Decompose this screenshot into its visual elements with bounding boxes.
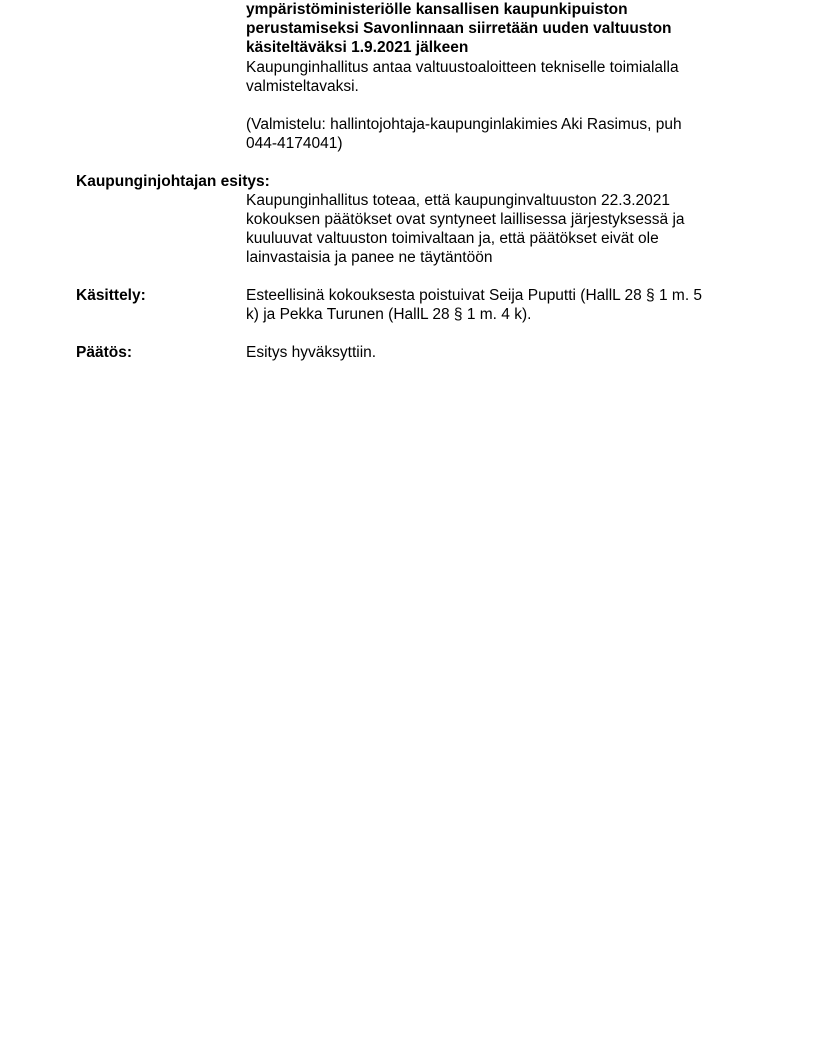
proposal-line: kokouksen päätökset ovat syntyneet laillisessa järjestyksessä ja	[246, 211, 685, 228]
intro-line: valmisteltavaksi.	[246, 78, 359, 95]
proposal-line: kuuluuvat valtuuston toimivaltaan ja, että päätökset eivät ole	[246, 230, 659, 247]
heading-line: ympäristöministeriölle kansallisen kaupunkipuiston	[246, 1, 628, 18]
preparation-line: (Valmistelu: hallintojohtaja-kaupunginlakimies Aki Rasimus, puh	[246, 116, 682, 133]
mayor-proposal-label: Kaupunginjohtajan esitys:	[76, 173, 270, 190]
preparation-line: 044-4174041)	[246, 135, 343, 152]
handling-label: Käsittely:	[76, 287, 146, 304]
item-heading	[246, 0, 736, 57]
decision-text: Esitys hyväksyttiin.	[246, 344, 377, 361]
proposal-line: lainvastaisia ja panee ne täytäntöön	[246, 249, 493, 266]
intro-line: Kaupunginhallitus antaa valtuustoaloitteen tekniselle toimialalla	[246, 59, 679, 76]
preparation-note	[246, 115, 736, 153]
handling-text	[246, 286, 736, 324]
handling-line: k) ja Pekka Turunen (HallL 28 § 1 m. 4 k).	[246, 306, 532, 323]
intro-paragraph	[246, 58, 736, 96]
handling-line: Esteellisinä kokouksesta poistuivat Seija Puputti (HallL 28 § 1 m. 5	[246, 287, 703, 304]
mayor-proposal-text	[246, 191, 736, 267]
proposal-line: Kaupunginhallitus toteaa, että kaupunginvaltuuston 22.3.2021	[246, 192, 671, 209]
decision-label: Päätös:	[76, 344, 132, 361]
heading-line: käsiteltäväksi 1.9.2021 jälkeen	[246, 39, 469, 56]
heading-line: perustamiseksi Savonlinnaan siirretään uuden valtuuston	[246, 20, 672, 37]
